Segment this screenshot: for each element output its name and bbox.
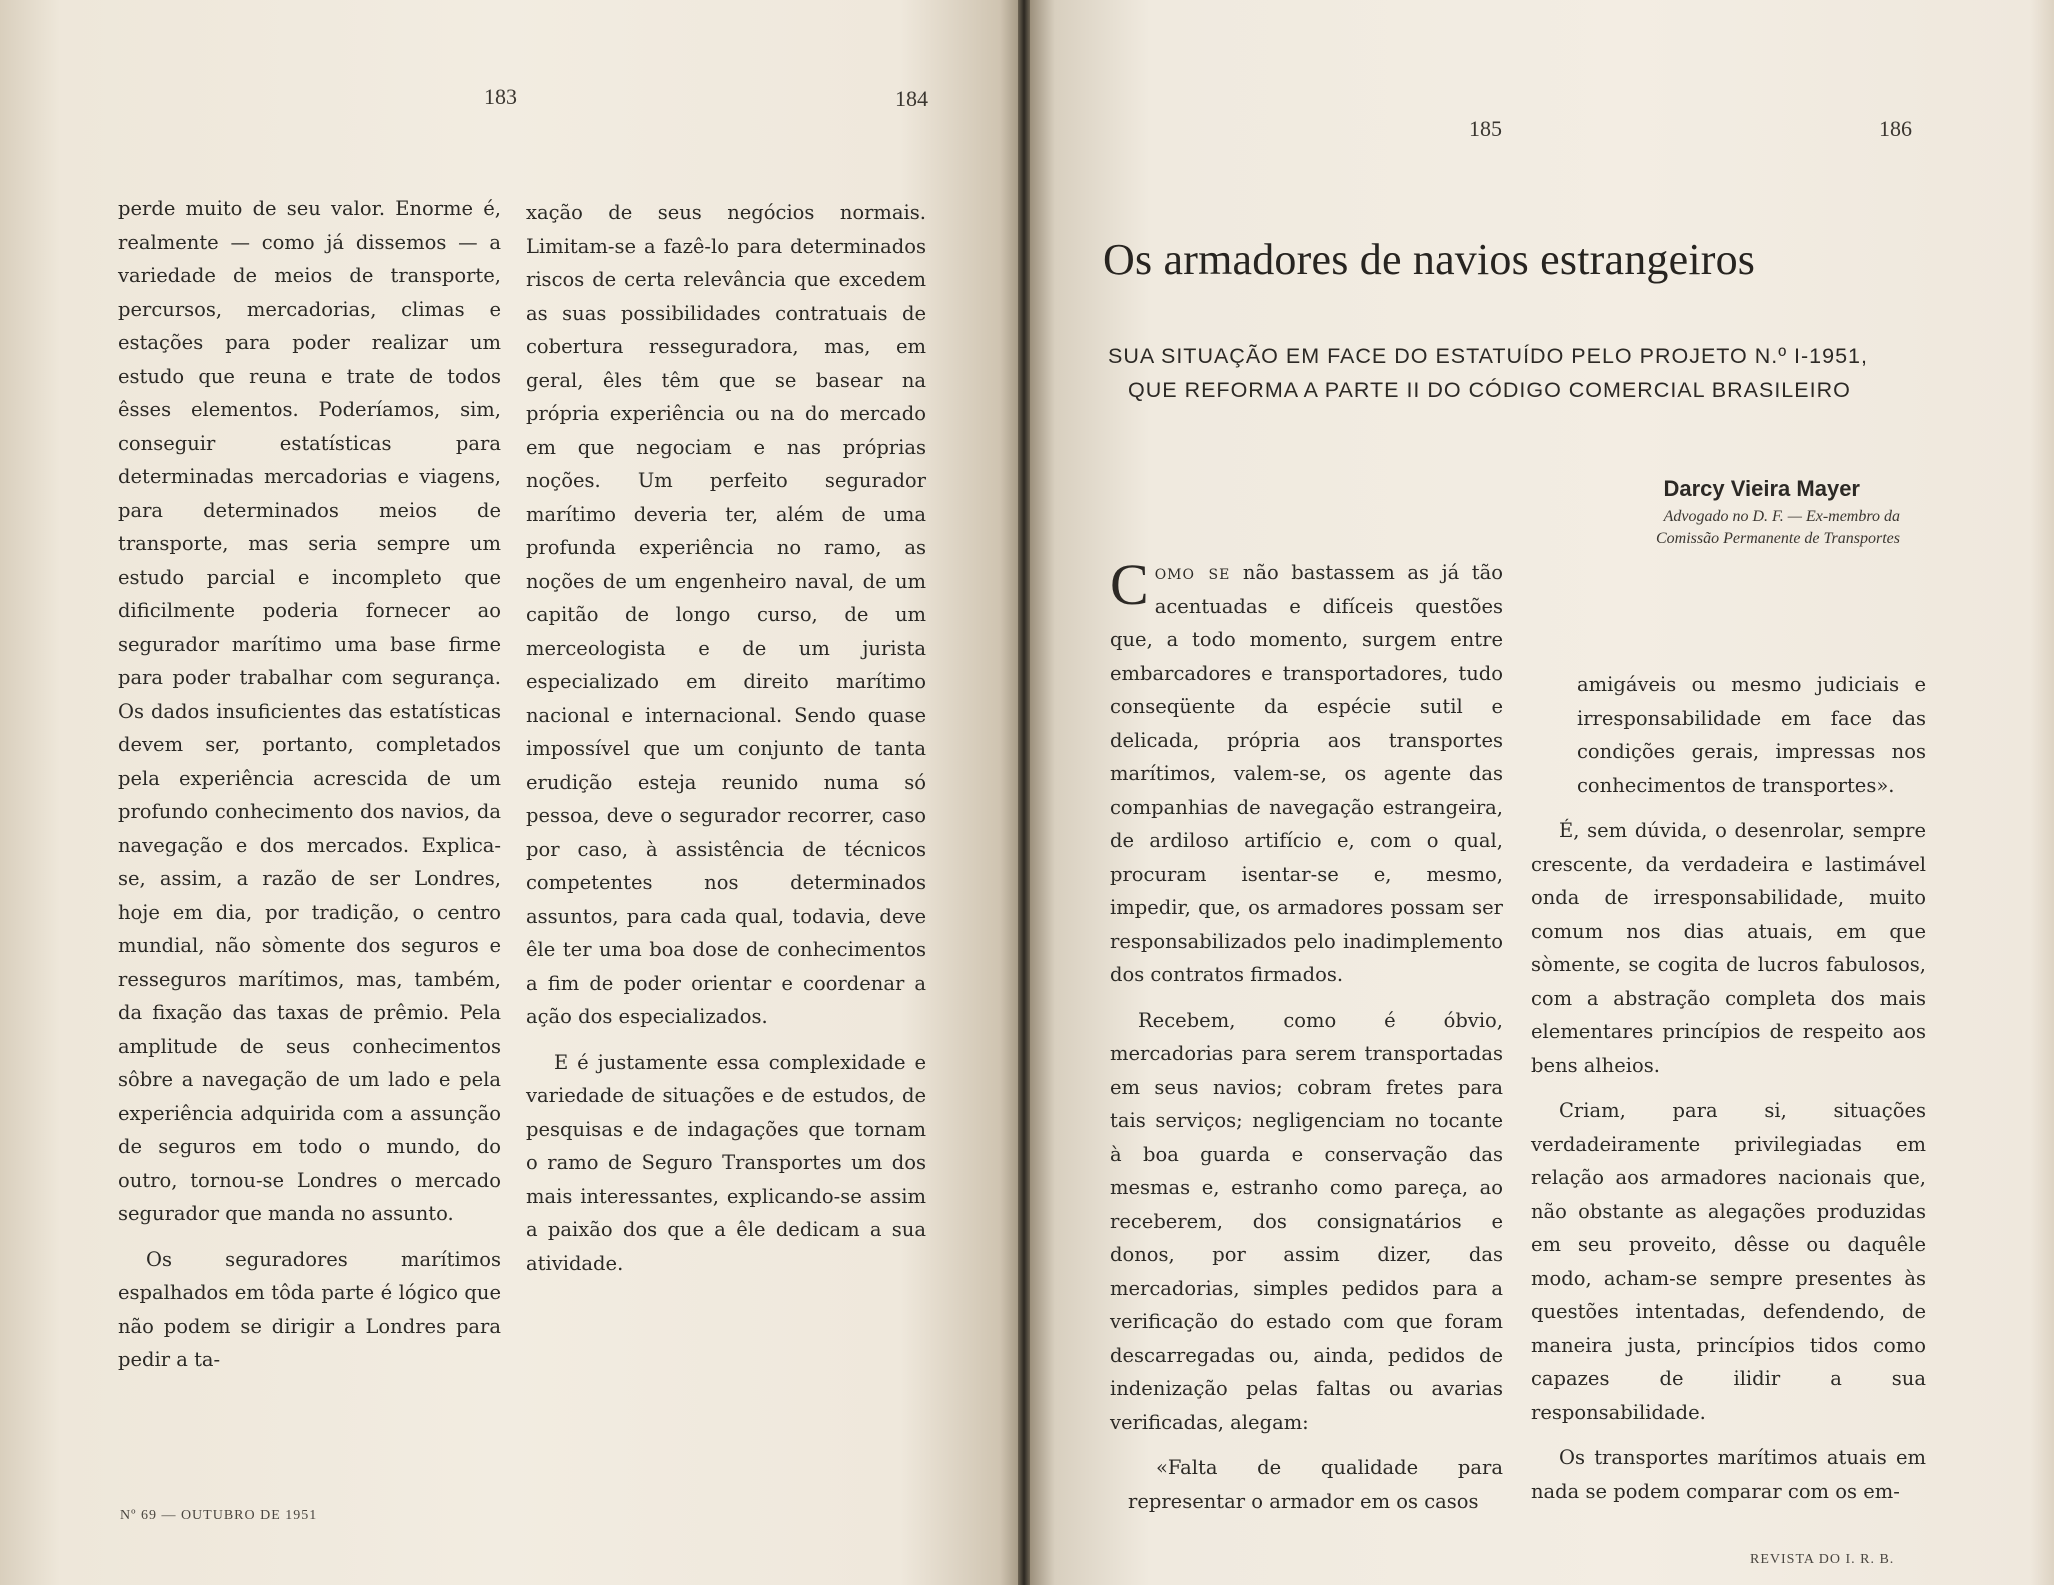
column-page-186	[1531, 668, 1926, 1508]
author-role-line1: Advogado no D. F. — Ex-membro da	[1663, 508, 1900, 525]
drop-cap: C	[1110, 552, 1149, 617]
paragraph: xação de seus negócios normais. Limitam-se a fazê-lo para determinados riscos de certa relevância que excedem as suas possibilidades contratuais de cobertura resseguradora, mas, em geral, êles têm que se basear na própria experiência ou na do mercado em que negociam e nas próprias noções. Um perfeito segurador marítimo deveria ter, além de uma profunda experiência no ramo, as noções de um engenheiro naval, de um capitão de longo curso, de um merceologista e de um jurista especializado em direito marítimo nacional e internacional. Sendo quase impossível que um conjunto de tanta erudição esteja reunido numa só pessoa, deve o segurador recorrer, caso por caso, à assistência de técnicos competentes nos determinados assuntos, para cada qual, todavia, deve êle ter uma boa dose de conhecimentos a fim de poder orientar e coordenar a ação dos especializados.	[526, 201, 926, 1028]
page-number-184: 184	[895, 86, 928, 111]
paragraph	[1110, 552, 1503, 992]
lead-paragraph-text: não bastassem as já tão acentuadas e difíceis questões que, a todo momento, surgem entre embarcadores e transportadores, tudo conseqüente da espécie sutil e delicada, própria aos transportes marítimos, valem-se, os agente das companhias de navegação estrangeira, de ardiloso artifício e, com o qual, procuram isentar-se e, mesmo, impedir, que, os armadores possam ser responsabilizados pelo inadimplemento dos contratos firmados.	[1110, 561, 1503, 986]
paragraph: amigáveis ou mesmo judiciais e irresponsabilidade em face das condições gerais, impressas nos conhecimentos de transportes».	[1577, 673, 1926, 797]
book-gutter	[1018, 0, 1030, 1585]
page-number-183: 183	[484, 84, 517, 109]
paragraph: perde muito de seu valor. Enorme é, realmente — como já dissemos — a variedade de meios de transporte, percursos, mercadorias, climas e estações para poder realizar um estudo que reuna e trate de todos êsses elementos. Poderíamos, sim, conseguir estatísticas para determinadas mercadorias e viagens, para determinados meios de transporte, mas seria sempre um estudo parcial e incompleto que dificilmente poderia fornecer ao segurador marítimo uma base firme para poder trabalhar com segurança. Os dados insuficientes das estatísticas devem ser, portanto, completados pela experiência acrescida de um profundo conhecimento dos navios, da navegação e dos mercados. Explica-se, assim, a razão de ser Londres, hoje em dia, por tradição, o centro mundial, não sòmente dos seguros e resseguros marítimos, mas, também, da fixação das taxas de prêmio. Pela amplitude de seus conhecimentos sôbre a navegação de um lado e pela experiência adquirida com a assunção de seguros em todo o mundo, do outro, tornou-se Londres o mercado segurador que manda no assunto.	[118, 197, 501, 1225]
paragraph: E é justamente essa complexidade e variedade de situações e de estudos, de pesquisas e de indagações que tornam o ramo de Seguro Transportes um dos mais interessantes, explicando-se assim a paixão dos que a êle dedicam a sua atividade.	[526, 1050, 926, 1275]
paragraph: É, sem dúvida, o desenrolar, sempre crescente, da verdadeira e lastimável onda de irresponsabilidade, muito comum nos dias atuais, em que sòmente, se cogita de lucros fabulosos, com a abstração completa dos mais elementares princípios de respeito aos bens alheios.	[1531, 819, 1926, 1077]
paragraph: Os seguradores marítimos espalhados em tôda parte é lógico que não podem se dirigir a Londres para pedir a ta-	[118, 1247, 501, 1371]
paragraph: Os transportes marítimos atuais em nada se podem comparar com os em-	[1531, 1446, 1926, 1503]
article-title: Os armadores de navios estrangeiros	[1103, 235, 1756, 284]
page-number-186: 186	[1879, 116, 1912, 141]
paragraph: Criam, para si, situações verdadeiramente privilegiadas em relação aos armadores nacionais que, não obstante as alegações produzidas em seu proveito, dêsse ou daquêle modo, acham-se sempre presentes às questões intentadas, defendendo, de maneira justa, princípios tidos como capazes de ilidir a sua responsabilidade.	[1531, 1099, 1926, 1424]
lead-in-smallcaps: omo se	[1154, 561, 1231, 584]
column-page-183	[118, 192, 501, 1377]
column-page-184	[526, 196, 926, 1280]
column-page-185	[1110, 552, 1503, 1518]
article-subtitle-line2: QUE REFORMA A PARTE II DO CÓDIGO COMERCIAL BRASILEIRO	[1128, 378, 1851, 402]
author-role-line2: Comissão Permanente de Transportes	[1656, 530, 1900, 547]
article-subtitle-line1: SUA SITUAÇÃO EM FACE DO ESTATUÍDO PELO PROJETO N.º I-1951,	[1108, 344, 1868, 368]
page-number-185: 185	[1469, 116, 1502, 141]
paragraph: Recebem, como é óbvio, mercadorias para serem transportadas em seus navios; cobram fretes para tais serviços; negligenciam no tocante à boa guarda e conservação das mesmas e, estranho como pareça, ao receberem, dos consignatários e donos, por assim dizer, das mercadorias, simples pedidos para a verificação do estado com que foram descarregadas ou, ainda, pedidos de indenização pelas faltas ou avarias verificadas, alegam:	[1110, 1008, 1503, 1434]
author-name: Darcy Vieira Mayer	[1663, 476, 1860, 501]
footer-issue-date: Nº 69 — OUTUBRO DE 1951	[120, 1508, 318, 1523]
quoted-paragraph: «Falta de qualidade para representar o armador em os casos	[1128, 1456, 1503, 1513]
footer-journal-name: REVISTA DO I. R. B.	[1750, 1552, 1895, 1567]
